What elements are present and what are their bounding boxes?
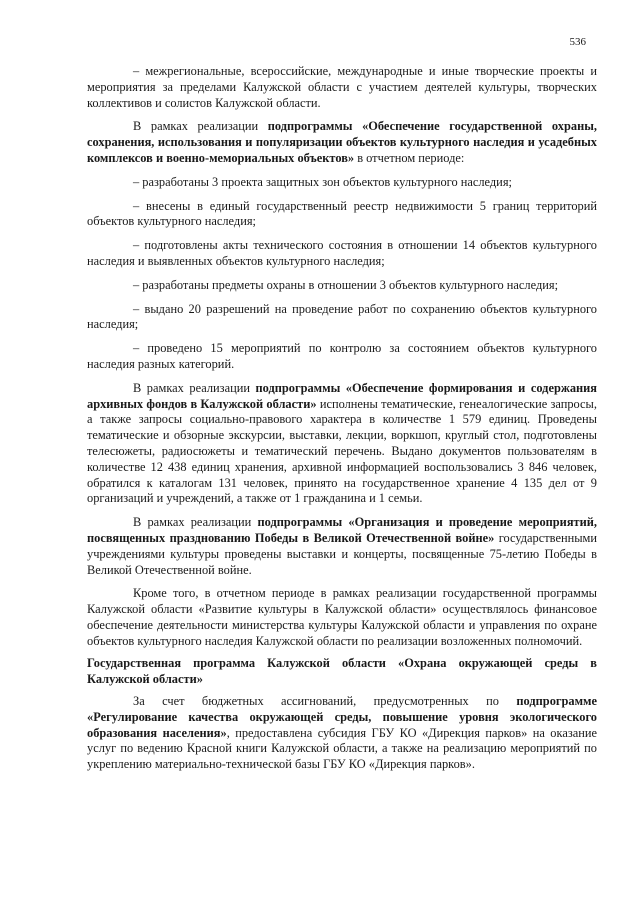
paragraph-text: в отчетном периоде:: [354, 150, 465, 165]
list-item-registry-borders: [87, 199, 597, 231]
list-item-permits: [87, 302, 597, 334]
page-number: 536: [569, 36, 586, 48]
subprogram-title: подпрограмме «Регулирование качества окружающей среды, повышение уровня экологического образования населения»: [87, 694, 597, 740]
list-item-text: – разработаны 3 проекта защитных зон объектов культурного наследия;: [133, 174, 512, 189]
list-item-text: – внесены в единый государственный реестр недвижимости 5 границ территорий объектов культурного наследия;: [87, 198, 597, 229]
paragraph-text: В рамках реализации: [133, 119, 268, 134]
paragraph-text: государственными учреждениями культуры проведены выставки и концерты, посвященные 75-летию Победы в Великой Отечественной войне.: [87, 530, 598, 577]
paragraph-text: – межрегиональные, всероссийские, международные и иные творческие проекты и мероприятия за пределами Калужской области с участием деятелей культуры, творческих коллективов и солистов Калужской области.: [87, 64, 597, 110]
paragraph-archive-subprogram: [87, 381, 597, 507]
list-item-text: – подготовлены акты технического состояния в отношении 14 объектов культурного наследия и выявленных объектов культурного наследия;: [87, 238, 597, 268]
list-item-text: – разработаны предметы охраны в отношении 3 объектов культурного наследия;: [133, 277, 559, 292]
paragraph-text: В рамках реализации: [133, 515, 258, 530]
paragraph-financing: [87, 586, 597, 649]
paragraph-environment-subprogram: [87, 694, 597, 773]
paragraph-heritage-subprogram: [87, 119, 597, 166]
subprogram-title: подпрограммы «Организация и проведение мероприятий, посвященных празднованию Победы в Великой Отечественной войне»: [87, 515, 597, 545]
subprogram-title: подпрограммы «Обеспечение формирования и содержания архивных фондов в Калужской области»: [87, 380, 597, 411]
section-heading: Государственная программа Калужской области «Охрана окружающей среды в Калужской области»: [87, 656, 597, 686]
paragraph-text: В рамках реализации: [133, 380, 256, 395]
list-item-text: – проведено 15 мероприятий по контролю за состоянием объектов культурного наследия разных категорий.: [87, 341, 597, 371]
list-item-protection-subjects: [87, 278, 597, 294]
document-body: [87, 64, 597, 780]
paragraph-text: , предоставлена субсидия ГБУ КО «Дирекция парков» на оказание услуг по ведению Красной книги Калужской области, а также на реализацию мероприятий по укреплению материально-технической базы ГБУ КО «Дирекция парков».: [87, 725, 597, 772]
list-item-technical-acts: [87, 238, 597, 270]
list-item-control-events: [87, 341, 597, 373]
subprogram-title: подпрограммы «Обеспечение государственной охраны, сохранения, использования и популяризации объектов культурного наследия и усадебных комплексов и военно-мемориальных объектов»: [87, 119, 597, 165]
list-item-text: – выдано 20 разрешений на проведение работ по сохранению объектов культурного наследия;: [87, 301, 597, 332]
paragraph-text: Кроме того, в отчетном периоде в рамках реализации государственной программы Калужской области «Развитие культуры в Калужской области» осуществлялось финансовое обеспечение деятельности министерства культуры Калужской области и управления по охране объектов культурного наследия Калужской области по реализации возложенных полномочий.: [87, 586, 597, 648]
paragraph-text: За счет бюджетных ассигнований, предусмотренных по: [133, 694, 517, 709]
paragraph-text: исполнены тематические, генеалогические запросы, а также запросы социально-правового характера в количестве 1 579 единиц. Проведены тематические и обзорные экскурсии, выставки, лекции, воркшоп, круглый стол, подготовлены телесюжеты, радиосюжеты и тематический перечень. Выдано документов пользователям в количестве 12 438 единиц хранения, архивной информацией воспользовались 3 846 человек, обратился к каталогам 131 человек, принято на государственное хранение 4 135 дел от 9 организаций и учреждений, а также от 1 гражданина и 1 семьи.: [87, 396, 597, 506]
paragraph-victory-subprogram: [87, 515, 597, 578]
paragraph-interregional-projects: [87, 64, 597, 111]
list-item-protection-zones: [87, 175, 597, 191]
